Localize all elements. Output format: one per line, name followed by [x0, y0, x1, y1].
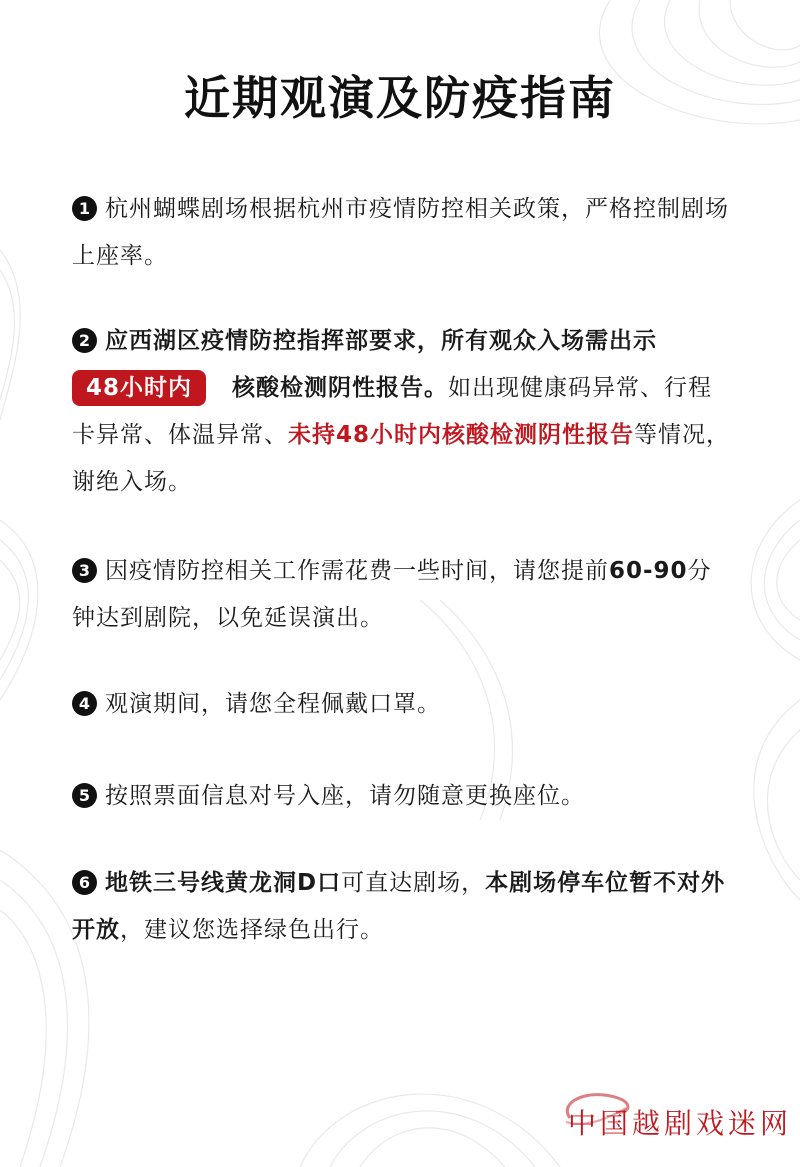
list-item-3	[72, 548, 732, 642]
list-item-4	[72, 681, 732, 728]
item-text: 等情况，谢绝入场。	[72, 422, 731, 495]
list-item-1	[72, 186, 732, 280]
page-title: 近期观演及防疫指南	[184, 71, 616, 125]
item-bold-text: 地铁三号线黄龙洞D口	[105, 870, 342, 896]
item-text: 分钟达到剧院，以免延误演出。	[72, 558, 712, 631]
item-bold-text: 60-90	[609, 558, 688, 584]
item-text: 观演期间，请您全程佩戴口罩。	[105, 691, 441, 717]
item-bold-text: 核酸检测阴性报告。	[232, 375, 449, 401]
item-text: 可直达剧场，	[341, 870, 486, 896]
watermark-text: 中国越剧戏迷网	[568, 1107, 793, 1140]
number-badge: 5	[72, 783, 97, 808]
number-badge: 1	[72, 196, 97, 221]
number-badge: 3	[72, 558, 97, 583]
item-text: ，建议您选择绿色出行。	[120, 917, 384, 943]
item-text: 杭州蝴蝶剧场根据杭州市疫情防控相关政策，严格控制剧场上座率。	[72, 196, 729, 269]
item-text: 如出现健康码异常、行程卡异常、体温异常、	[72, 375, 713, 448]
item-text: 因疫情防控相关工作需花费一些时间，请您提前	[105, 558, 609, 584]
list-item-2	[72, 318, 732, 506]
list-item-5	[72, 773, 732, 820]
item-red-text: 未持48小时内核酸检测阴性报告	[288, 422, 635, 448]
highlight-badge: 48小时内	[72, 370, 206, 406]
list-item-6	[72, 860, 732, 954]
number-badge: 2	[72, 328, 97, 353]
watermark	[548, 1088, 793, 1148]
item-bold-text: 本剧场停车位暂不对外开放	[72, 870, 726, 943]
item-bold-text: 应西湖区疫情防控指挥部要求，所有观众入场需出示	[105, 328, 657, 354]
item-text: 按照票面信息对号入座，请勿随意更换座位。	[105, 783, 585, 809]
number-badge: 6	[72, 870, 97, 895]
number-badge: 4	[72, 691, 97, 716]
